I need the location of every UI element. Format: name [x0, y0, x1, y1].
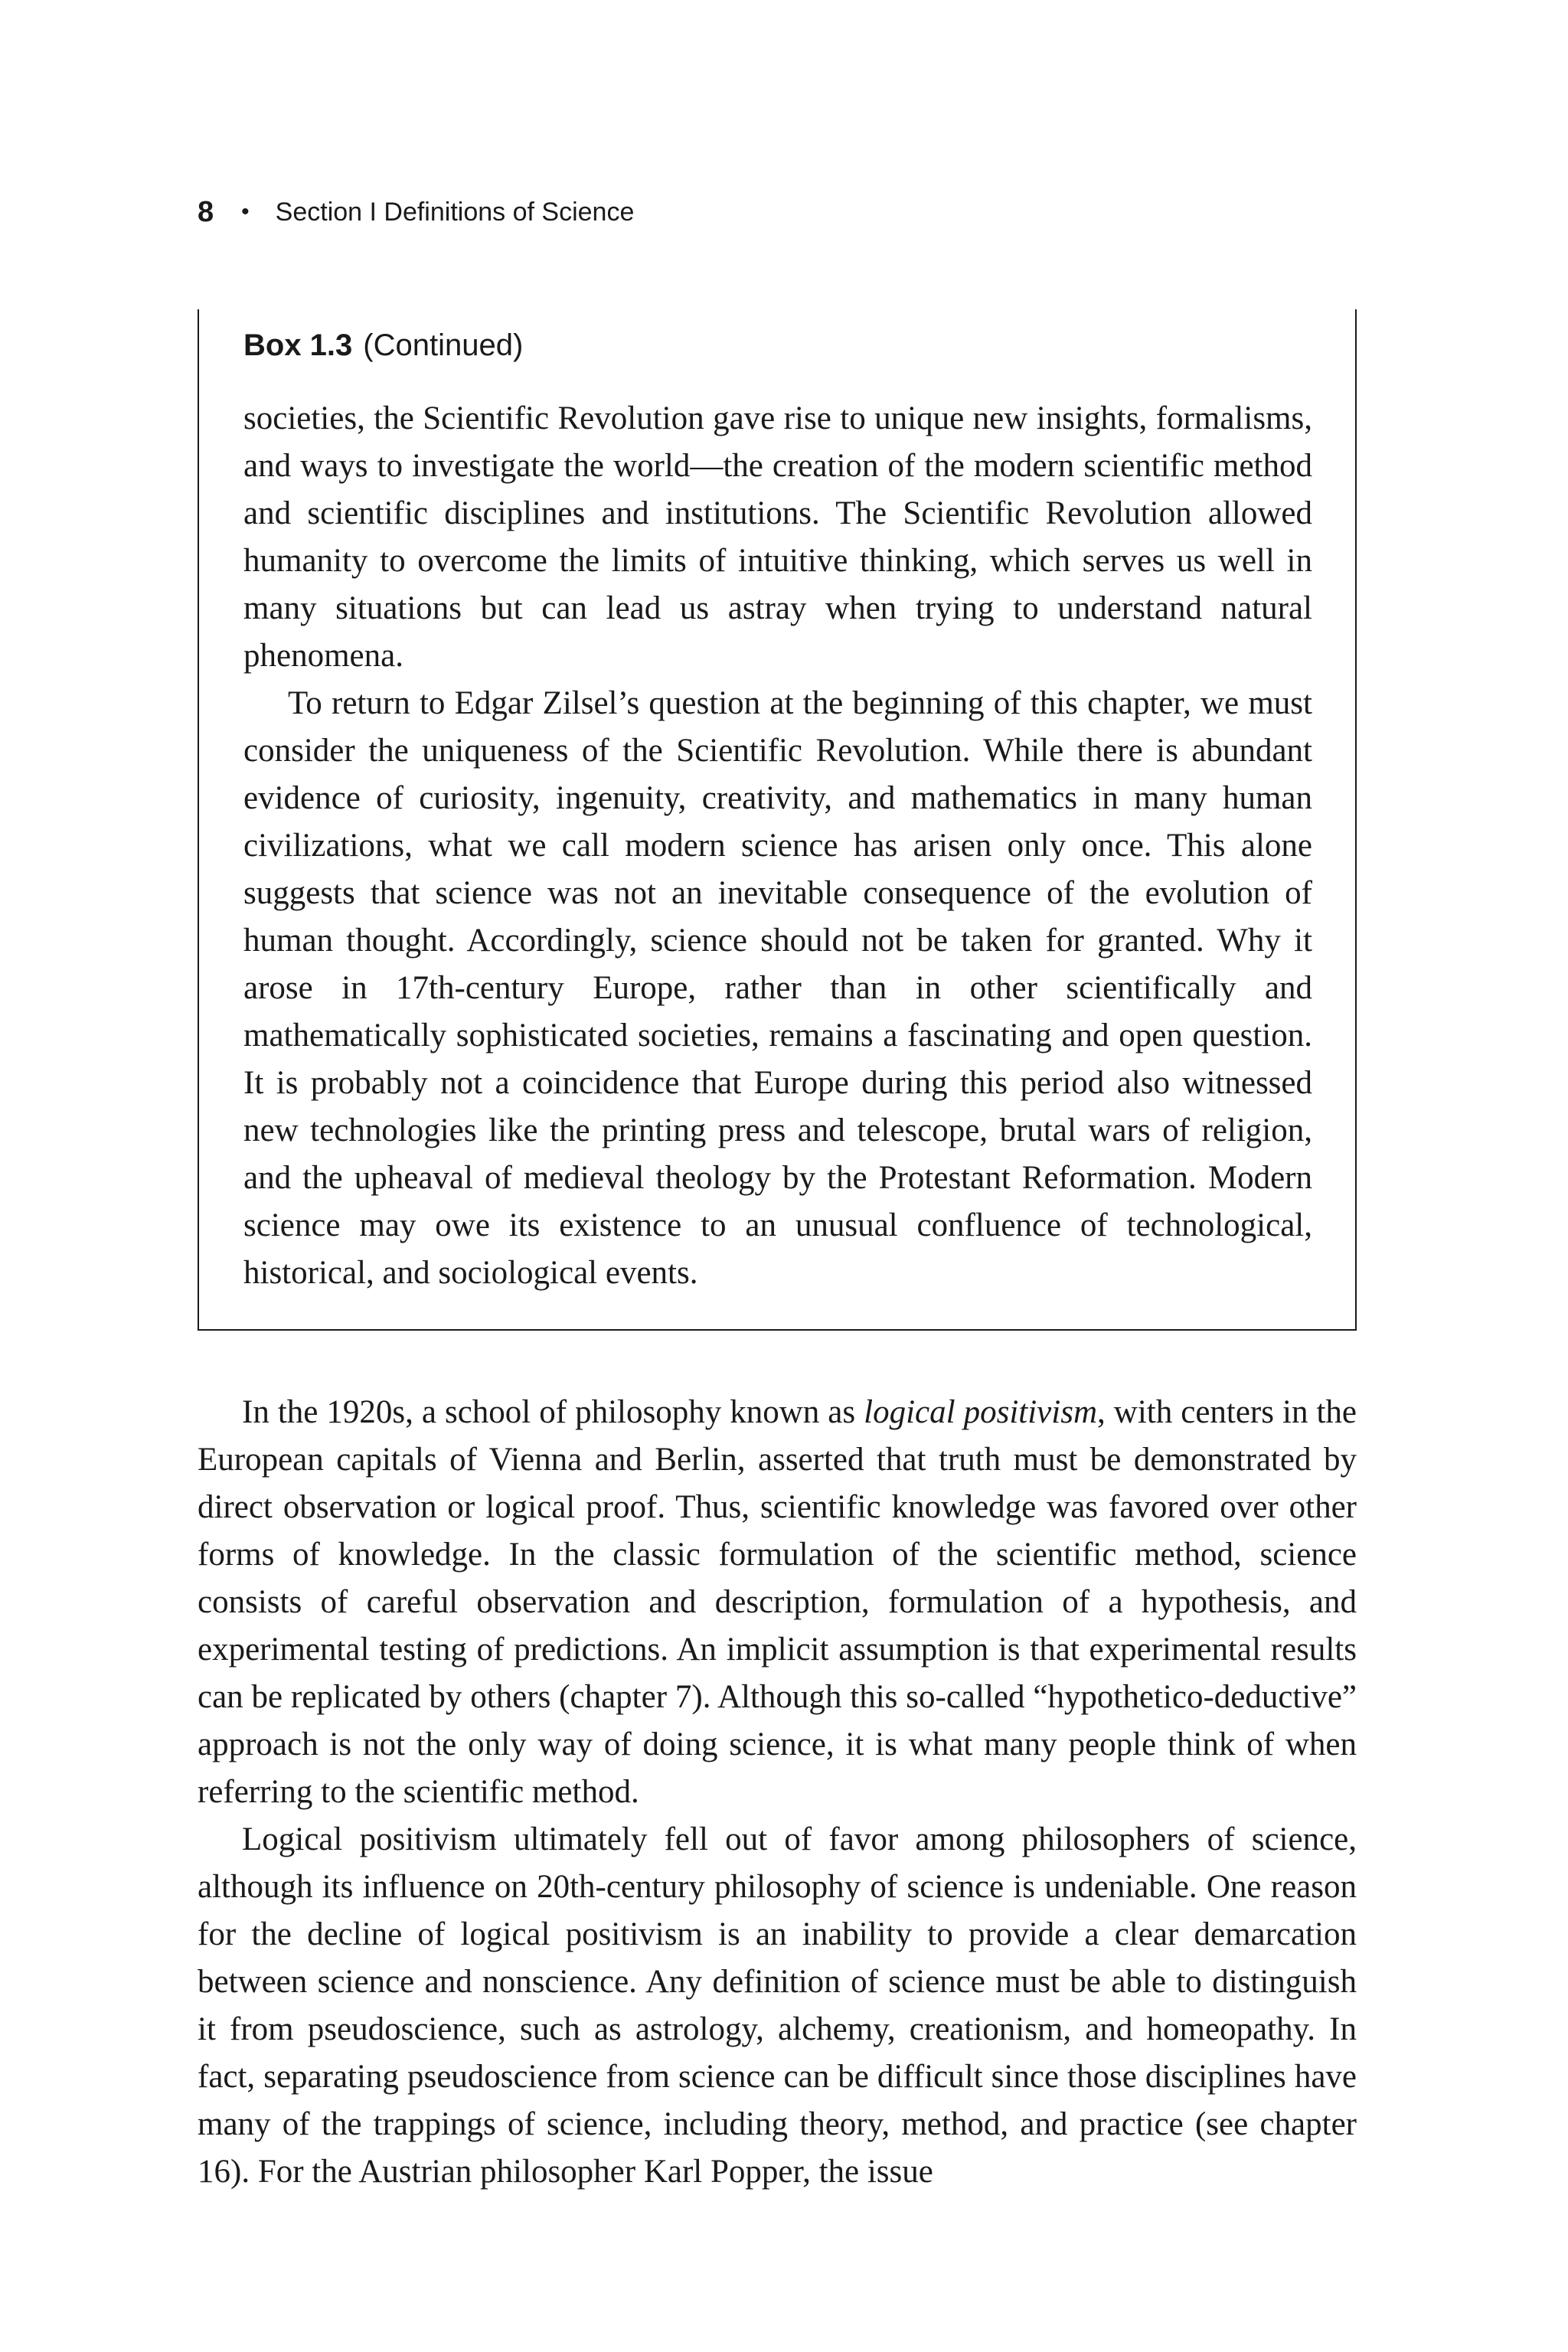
box-1-3 [198, 309, 1357, 1331]
body-paragraph-1-start: In the 1920s, a school of philosophy known as [242, 1394, 864, 1430]
body-paragraph-1 [198, 1389, 1357, 1816]
box-continued-label: (Continued) [363, 328, 524, 362]
header-separator: • [241, 199, 250, 224]
body-paragraph-2: Logical positivism ultimately fell out of favor among philosophers of science, although its influence on 20th-century philosophy of science is undeniable. One reason for the decline of logical positivism is an inability to provide a clear demarcation between science and nonscience. Any definition of science must be able to distinguish it from pseudoscience, such as astrology, alchemy, creationism, and homeopathy. In fact, separating pseudoscience from science can be difficult since those disciplines have many of the trappings of science, including theory, method, and practice (see chapter 16). For the Austrian philosopher Karl Popper, the issue [198, 1821, 1357, 2190]
box-paragraph-1: societies, the Scientific Revolution gave rise to unique new insights, formalisms, and ways to investigate the world—the creation of the modern scientific method and scientific disciplines and institutions. The Scientific Revolution allowed humanity to overcome the limits of intuitive thinking, which serves us well in many situations but can lead us astray when trying to understand natural phenomena. [243, 400, 1312, 674]
section-title: Section I Definitions of Science [275, 197, 635, 227]
box-paragraph-2: To return to Edgar Zilsel’s question at the beginning of this chapter, we must consider the uniqueness of the Scientific Revolution. While there is abundant evidence of curiosity, ingenuity, creativity, and mathematics in many human civilizations, what we call modern science has arisen only once. This alone suggests that science was not an inevitable consequence of the evolution of human thought. Accordingly, science should not be taken for granted. Why it arose in 17th-century Europe, rather than in other scientifically and mathematically sophisticated societies, remains a fascinating and open question. It is probably not a coincidence that Europe during this period also witnessed new technologies like the printing press and telescope, brutal wars of religion, and the upheaval of medieval theology by the Protestant Reformation. Modern science may owe its existence to an unusual confluence of technological, historical, and sociological events. [243, 685, 1312, 1291]
page-number: 8 [198, 195, 214, 228]
running-head [198, 193, 634, 231]
box-heading [243, 326, 523, 364]
body-paragraph-1-rest: , with centers in the European capitals of Vienna and Berlin, asserted that truth must be demonstrated by direct observation or logical proof. Thus, scientific knowledge was favored over other forms of knowledge. In the classic formulation of the scientific method, science consists of careful observation and description, formulation of a hypothesis, and experimental testing of predictions. An implicit assumption is that experimental results can be replicated by others (chapter 7). Although this so-called “hypothetico-deductive” approach is not the only way of doing science, it is what many people think of when referring to the scientific method. [198, 1394, 1357, 1810]
main-text [198, 1389, 1357, 2196]
term-logical-positivism: logical positivism [864, 1394, 1097, 1430]
box-body [243, 395, 1312, 1297]
box-label: Box 1.3 [243, 328, 353, 362]
